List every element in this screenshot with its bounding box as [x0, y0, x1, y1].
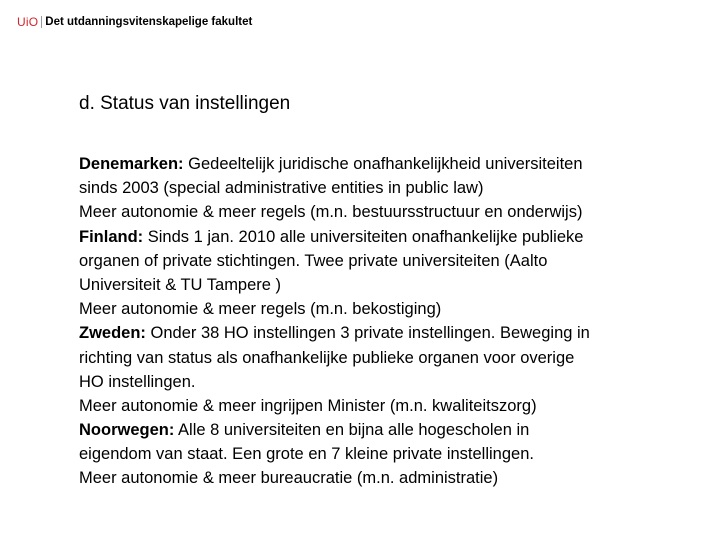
line-text: Meer autonomie & meer ingrijpen Minister (m.n. kwaliteitszorg): [79, 396, 537, 415]
uio-logo-io: iO: [25, 15, 39, 29]
body-line: [79, 297, 709, 321]
line-text: Meer autonomie & meer regels (m.n. bestuursstructuur en onderwijs): [79, 203, 583, 222]
slide-title: d. Status van instellingen: [79, 93, 291, 114]
line-text: sinds 2003 (special administrative entities in public law): [79, 179, 484, 198]
body-line: [79, 176, 709, 200]
line-text: Alle 8 universiteiten en bijna alle hogescholen in: [174, 421, 530, 440]
body-line: [79, 466, 709, 490]
body-line: [79, 152, 709, 176]
country-label: Zweden:: [79, 324, 146, 343]
line-text: Universiteit & TU Tampere ): [79, 275, 282, 294]
line-text: Onder 38 HO instellingen 3 private instellingen. Beweging in: [145, 324, 590, 343]
body-line: [79, 346, 709, 370]
body-line: [79, 273, 709, 297]
faculty-name: Det utdanningsvitenskapelige fakultet: [45, 16, 253, 28]
body-line: [79, 418, 709, 442]
line-text: eigendom van staat. Een grote en 7 kleine private instellingen.: [79, 445, 534, 464]
slide-header: [17, 12, 252, 32]
uio-logo: [17, 15, 38, 29]
logo-divider: [41, 16, 42, 28]
line-text: richting van status als onafhankelijke publieke organen voor overige: [79, 348, 575, 367]
country-label: Finland:: [79, 227, 144, 246]
body-line: [79, 200, 709, 224]
line-text: Meer autonomie & meer regels (m.n. bekostiging): [79, 300, 442, 319]
uio-logo-u: U: [17, 15, 26, 29]
body-line: [79, 370, 709, 394]
body-line: [79, 249, 709, 273]
country-label: Denemarken:: [79, 155, 184, 173]
body-line: [79, 442, 709, 466]
line-text: Meer autonomie & meer bureaucratie (m.n. administratie): [79, 469, 499, 488]
body-line: [79, 225, 709, 249]
line-text: organen of private stichtingen. Twee private universiteiten (Aalto: [79, 251, 548, 270]
body-line: [79, 321, 709, 345]
slide-body: [79, 152, 709, 491]
country-label: Noorwegen:: [79, 421, 175, 440]
line-text: HO instellingen.: [79, 372, 196, 391]
line-text: Sinds 1 jan. 2010 alle universiteiten onafhankelijke publieke: [143, 227, 584, 246]
line-text: Gedeeltelijk juridische onafhankelijkheid universiteiten: [183, 155, 583, 173]
body-line: [79, 394, 709, 418]
